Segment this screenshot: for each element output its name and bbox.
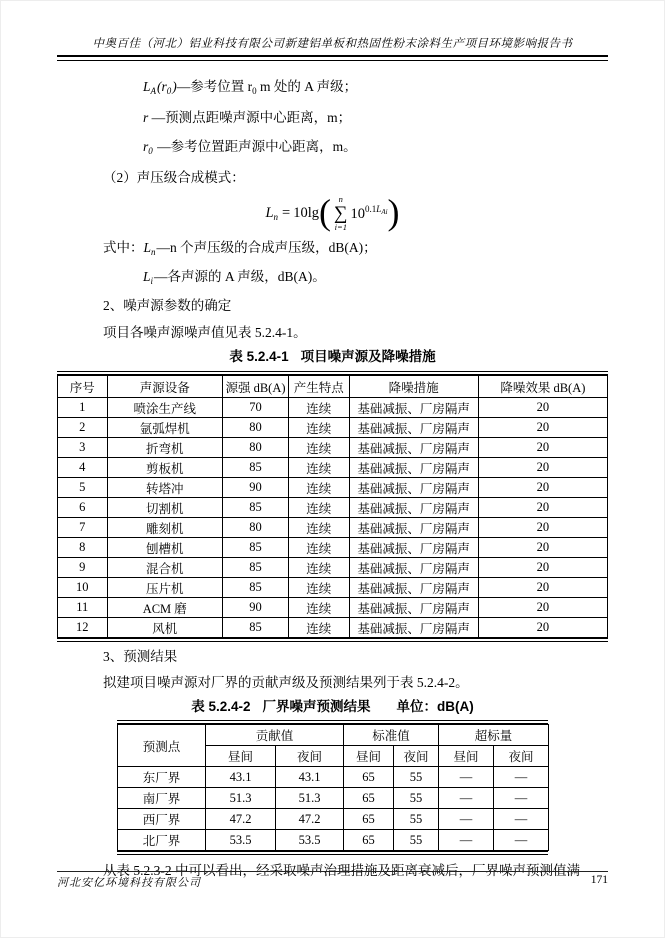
table-cell: 53.5: [276, 830, 344, 851]
table2-title: [57, 696, 608, 718]
table-row: [58, 438, 608, 458]
noise-source-table: [57, 375, 608, 638]
table-cell: 47.2: [276, 809, 344, 830]
table-group-header-row: [118, 725, 549, 746]
paragraph-see-table2: 拟建项目噪声源对厂界的贡献声级及预测结果列于表 5.2.4-2。: [103, 675, 469, 690]
text-segment: r: [143, 110, 149, 125]
table1-body: [58, 398, 608, 638]
table-cell: 基础减振、厂房隔声: [349, 418, 478, 438]
table-cell: 连续: [289, 618, 350, 638]
table-cell: 65: [344, 767, 394, 788]
table-cell: 55: [394, 809, 439, 830]
table-cell: 80: [223, 438, 289, 458]
table-cell: 20: [478, 438, 607, 458]
table-cell: 雕刻机: [107, 518, 223, 538]
paragraph-mode-heading: （2）声压级合成模式：: [103, 170, 245, 185]
prediction-point-header: 预测点: [118, 725, 206, 767]
text-segment: L: [143, 269, 151, 284]
table-cell: 降噪效果 dB(A): [478, 376, 607, 398]
table-cell: 55: [394, 788, 439, 809]
text-segment: 式中：: [103, 240, 144, 255]
table-cell: 产生特点: [289, 376, 350, 398]
formula-def-r: [57, 103, 608, 132]
table-cell: 连续: [289, 478, 350, 498]
table-cell: 连续: [289, 598, 350, 618]
table-cell: 连续: [289, 558, 350, 578]
page-header: [57, 36, 608, 61]
table-row: [58, 598, 608, 618]
table-cell: 20: [478, 418, 607, 438]
table-cell: 80: [223, 518, 289, 538]
table-row: [118, 788, 549, 809]
table-cell: 连续: [289, 458, 350, 478]
header-title: 中奥百佳（河北）铝业科技有限公司新建铝单板和热固性粉末涂料生产项目环境影响报告书: [92, 38, 573, 50]
table-cell: 20: [478, 518, 607, 538]
formula-def-li: [57, 263, 608, 292]
table2-title-text: 厂界噪声预测结果: [262, 699, 371, 714]
table-cell: 基础减振、厂房隔声: [349, 538, 478, 558]
table-row: [118, 809, 549, 830]
table-cell: 基础减振、厂房隔声: [349, 518, 478, 538]
exponent-variable-subscript: Ai: [381, 207, 388, 216]
formula-def-la: [57, 72, 608, 103]
table-cell: —: [494, 788, 549, 809]
sound-pressure-formula: [57, 192, 608, 234]
table-cell: 源强 dB(A): [223, 376, 289, 398]
standard-group-header: 标准值: [344, 725, 439, 746]
table-cell: 20: [478, 578, 607, 598]
noise-source-table-wrapper: [57, 371, 608, 642]
text-segment: i: [150, 276, 154, 286]
text-segment: —参考位置距声源中心距离，m。: [153, 139, 357, 154]
table-cell: 喷涂生产线: [107, 398, 223, 418]
summation-sigma-symbol: ∑: [334, 202, 348, 224]
table-cell: 夜间: [494, 746, 549, 767]
table-cell: 4: [58, 458, 108, 478]
summation-upper-limit: n: [338, 194, 343, 204]
formula-coefficient: 10lg: [293, 204, 319, 221]
table-cell: —: [439, 809, 494, 830]
formula-summation: [334, 195, 348, 231]
formula-left-paren: (: [319, 192, 331, 232]
exponent-variable: L: [376, 203, 382, 214]
table-cell: 混合机: [107, 558, 223, 578]
table1-title-text: 项目噪声源及降噪措施: [300, 349, 436, 364]
table-cell: 夜间: [276, 746, 344, 767]
table-cell: 20: [478, 458, 607, 478]
table-cell: 折弯机: [107, 438, 223, 458]
section-heading-noise-params: 2、噪声源参数的确定: [103, 298, 232, 313]
table-cell: 9: [58, 558, 108, 578]
table-cell: 基础减振、厂房隔声: [349, 558, 478, 578]
table-cell: 3: [58, 438, 108, 458]
table-cell: 西厂界: [118, 809, 206, 830]
table-cell: 65: [344, 788, 394, 809]
table-cell: 7: [58, 518, 108, 538]
table-cell: 55: [394, 767, 439, 788]
table-cell: 85: [223, 538, 289, 558]
table-cell: 90: [223, 598, 289, 618]
table-cell: 85: [223, 498, 289, 518]
text-segment: —n 个声压级的合成声压级，dB(A)；: [156, 240, 377, 255]
table-cell: 南厂界: [118, 788, 206, 809]
table-cell: 连续: [289, 538, 350, 558]
text-segment: 0: [166, 86, 172, 96]
table-cell: 刨槽机: [107, 538, 223, 558]
table-cell: 47.2: [206, 809, 276, 830]
table-cell: 20: [478, 558, 607, 578]
table-cell: 80: [223, 418, 289, 438]
table-cell: 基础减振、厂房隔声: [349, 618, 478, 638]
table-cell: 20: [478, 598, 607, 618]
formula-lhs-symbol: L: [265, 204, 274, 221]
table-row: [58, 518, 608, 538]
table-cell: 昼间: [439, 746, 494, 767]
formula-lhs-subscript: n: [273, 211, 279, 222]
table-row: [118, 767, 549, 788]
table-cell: 51.3: [276, 788, 344, 809]
text-segment: —预测点距噪声源中心距离，m；: [148, 110, 352, 125]
footer-company-name: 河北安亿环境科技有限公司: [57, 877, 201, 889]
table-cell: 昼间: [206, 746, 276, 767]
table-cell: 昼间: [344, 746, 394, 767]
header-rule: [57, 55, 608, 61]
table-cell: 2: [58, 418, 108, 438]
table-row: [58, 458, 608, 478]
table-cell: 声源设备: [107, 376, 223, 398]
table-cell: 连续: [289, 518, 350, 538]
table-cell: 氩弧焊机: [107, 418, 223, 438]
table-cell: 85: [223, 558, 289, 578]
table-cell: 剪板机: [107, 458, 223, 478]
page-number: 171: [590, 874, 608, 886]
table-row: [58, 558, 608, 578]
table-cell: 20: [478, 478, 607, 498]
table-cell: 8: [58, 538, 108, 558]
table-cell: 1: [58, 398, 108, 418]
table-cell: 5: [58, 478, 108, 498]
table-cell: 10: [58, 578, 108, 598]
table-cell: 90: [223, 478, 289, 498]
text-segment: n: [151, 247, 156, 257]
table-row: [58, 498, 608, 518]
table-header-row: [58, 376, 608, 398]
page-footer: [57, 871, 608, 890]
formula-equals: =: [282, 204, 291, 221]
table-cell: 基础减振、厂房隔声: [349, 438, 478, 458]
contribution-group-header: 贡献值: [206, 725, 344, 746]
table-cell: 连续: [289, 498, 350, 518]
table-cell: 基础减振、厂房隔声: [349, 498, 478, 518]
table-cell: —: [494, 809, 549, 830]
table2-title-label: 表 5.2.4-2: [191, 699, 251, 714]
table-row: [58, 398, 608, 418]
footer-row: [57, 872, 608, 890]
table-cell: —: [439, 830, 494, 851]
table-cell: 55: [394, 830, 439, 851]
formula-power-term: [351, 204, 388, 223]
table-cell: 85: [223, 578, 289, 598]
formula-where-line: [57, 234, 608, 263]
table-cell: 6: [58, 498, 108, 518]
table-cell: 20: [478, 618, 607, 638]
table-row: [118, 830, 549, 851]
text-segment: L: [143, 240, 152, 255]
table-cell: ACM 磨: [107, 598, 223, 618]
table-cell: 12: [58, 618, 108, 638]
table-cell: 降噪措施: [349, 376, 478, 398]
table2-title-unit: 单位：dB(A): [396, 699, 474, 714]
paragraph-conclusion: 从表 5.2.3-2 中可以看出，经采取噪声治理措施及距离衰减后，厂界噪声预测值满: [103, 863, 580, 878]
table-cell: 20: [478, 398, 607, 418]
text-segment: —参考位置 r: [176, 79, 253, 94]
table-cell: 连续: [289, 438, 350, 458]
table-row: [58, 578, 608, 598]
table-cell: 连续: [289, 418, 350, 438]
power-base: 10: [350, 205, 366, 222]
text-segment: 0: [252, 86, 257, 96]
summation-lower-limit: i=1: [334, 221, 347, 232]
text-segment: 0: [148, 146, 153, 156]
table-cell: 风机: [107, 618, 223, 638]
table-cell: 65: [344, 809, 394, 830]
section-heading-prediction: 3、预测结果: [103, 649, 178, 664]
table1-title: [57, 346, 608, 368]
table-cell: 43.1: [206, 767, 276, 788]
table-cell: 基础减振、厂房隔声: [349, 458, 478, 478]
table-cell: 切割机: [107, 498, 223, 518]
document-body: [57, 72, 608, 884]
table2-body: [118, 767, 549, 851]
table-cell: —: [494, 830, 549, 851]
text-segment: L: [143, 79, 151, 94]
table-cell: 70: [223, 398, 289, 418]
table-row: [58, 418, 608, 438]
table-cell: 20: [478, 498, 607, 518]
table-cell: 85: [223, 618, 289, 638]
formula-lhs: [265, 205, 279, 222]
table-cell: 连续: [289, 578, 350, 598]
table-cell: 65: [344, 830, 394, 851]
formula-right-paren: ): [387, 192, 400, 232]
table-cell: 夜间: [394, 746, 439, 767]
text-segment: A: [150, 86, 157, 96]
text-segment: m 处的 A 声级；: [256, 79, 358, 94]
table-cell: 85: [223, 458, 289, 478]
table-cell: 基础减振、厂房隔声: [349, 478, 478, 498]
text-segment: ): [172, 79, 177, 94]
table-cell: 序号: [58, 376, 108, 398]
text-segment: r: [143, 139, 149, 154]
table-cell: —: [439, 788, 494, 809]
exponent-coefficient: 0.1: [365, 203, 377, 214]
table-row: [58, 618, 608, 638]
table-row: [58, 538, 608, 558]
table-cell: 43.1: [276, 767, 344, 788]
table-cell: 北厂界: [118, 830, 206, 851]
paragraph-see-table1: 项目各噪声源噪声值见表 5.2.4-1。: [103, 325, 307, 340]
table-cell: 基础减振、厂房隔声: [349, 598, 478, 618]
table-cell: —: [494, 767, 549, 788]
table-cell: 东厂界: [118, 767, 206, 788]
power-exponent: [365, 204, 388, 214]
formula-def-r0: [57, 132, 608, 163]
boundary-noise-table: [117, 724, 549, 851]
table-cell: 53.5: [206, 830, 276, 851]
table-cell: 基础减振、厂房隔声: [349, 398, 478, 418]
table1-title-label: 表 5.2.4-1: [229, 349, 289, 364]
table-cell: 基础减振、厂房隔声: [349, 578, 478, 598]
table-cell: 压片机: [107, 578, 223, 598]
text-segment: (r: [157, 79, 167, 94]
table-cell: 转塔冲: [107, 478, 223, 498]
boundary-noise-table-wrapper: [117, 720, 548, 855]
table-cell: 连续: [289, 398, 350, 418]
text-segment: —各声源的 A 声级，dB(A)。: [154, 269, 326, 284]
table-cell: 11: [58, 598, 108, 618]
table-row: [58, 478, 608, 498]
table-cell: 20: [478, 538, 607, 558]
table-cell: —: [439, 767, 494, 788]
exceedance-group-header: 超标量: [439, 725, 549, 746]
table-cell: 51.3: [206, 788, 276, 809]
